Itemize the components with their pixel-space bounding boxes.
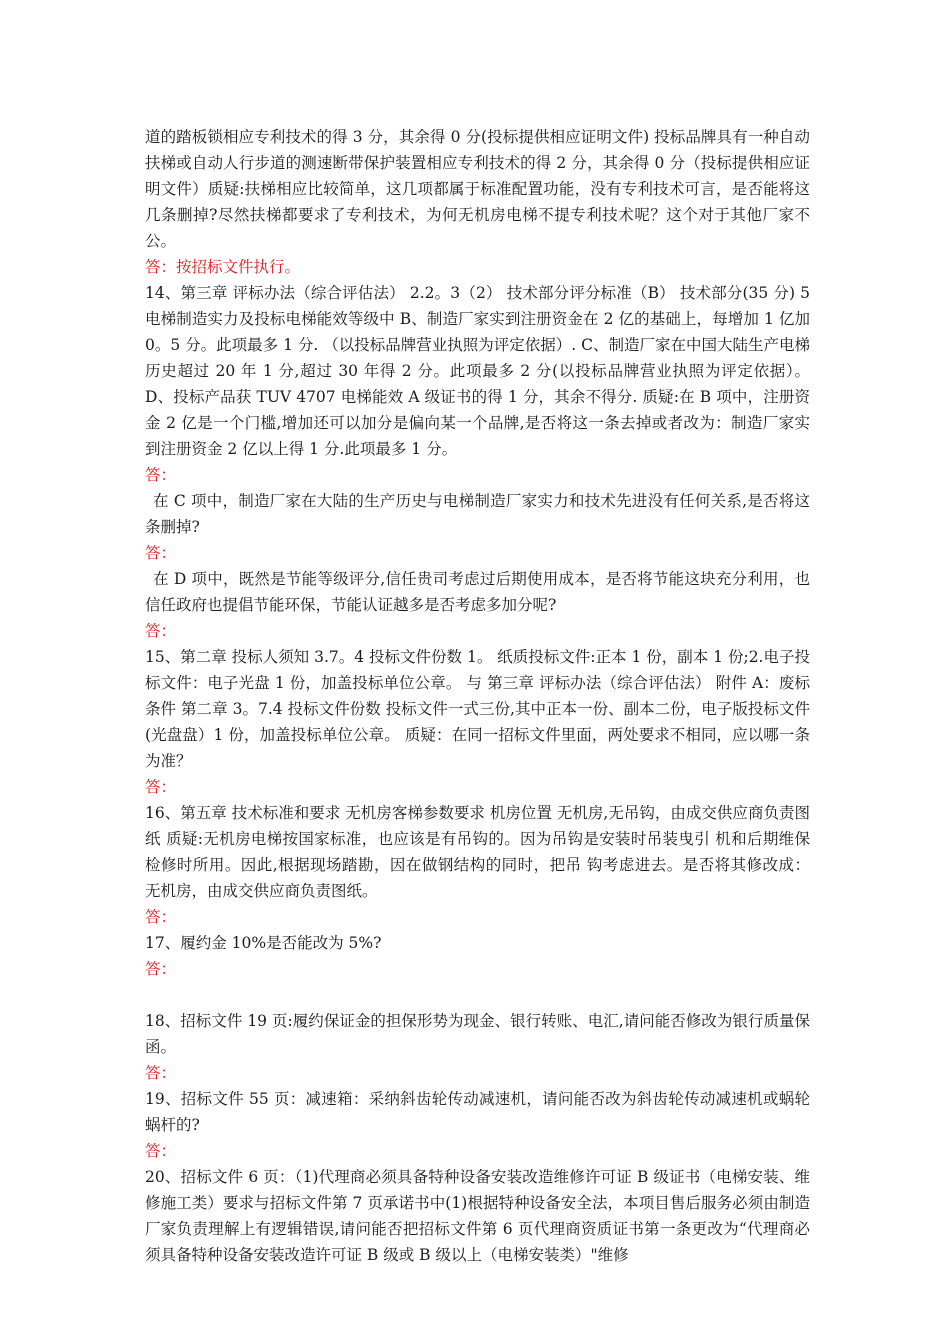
question-14-c: 在 C 项中，制造厂家在大陆的生产历史与电梯制造厂家实力和技术先进没有任何关系,是否将这条删掉? [145,492,810,536]
question-19: 19、招标文件 55 页：减速箱：采纳斜齿轮传动减速机，请问能否改为斜齿轮传动减速机或蜗轮蜗杆的? [145,1090,810,1134]
question-15: 15、第二章 投标人须知 3.7。4 投标文件份数 1。 纸质投标文件:正本 1 份，副本 1 份;2.电子投标文件：电子光盘 1 份，加盖投标单位公章。 与 第三章 评标办法（综合评估法） 附件 A：废标条件 第二章 3。7.4 投标文件份数 投标文件一式三份,其中正本一份、副本二份，电子版投标文件(光盘盘）1 份，加盖投标单位公章。 质疑：在同一招标文件里面，两处要求不相同，应以哪一条为准？ [145,648,810,770]
answer-14: 答： [145,466,177,484]
answer-18: 答： [145,1064,177,1082]
answer-14-c: 答： [145,544,177,562]
answer-13: 答：按招标文件执行。 [145,258,301,276]
answer-16: 答： [145,908,177,926]
answer-15: 答： [145,778,177,796]
question-14: 14、第三章 评标办法（综合评估法） 2.2。3（2） 技术部分评分标准（B） 技术部分(35 分) 5 电梯制造实力及投标电梯能效等级中 B、制造厂家实到注册资金在 2 亿的基础上，每增加 1 亿加 0。5 分。此项最多 1 分. （以投标品牌营业执照为评定依据）. C、制造厂家在中国大陆生产电梯历史超过 20 年 1 分,超过 30 年得 2 分。此项最多 2 分(以投标品牌营业执照为评定依据）。 D、投标产品获 TUV 4707 电梯能效 A 级证书的得 1 分，其余不得分. 质疑:在 B 项中，注册资金 2 亿是一个门槛,增加还可以加分是偏向某一个品牌,是否将这一条去掉或者改为：制造厂家实到注册资金 2 亿以上得 1 分.此项最多 1 分。 [145,284,810,458]
answer-19: 答： [145,1142,177,1160]
blank-line [145,982,810,1008]
document-body [145,124,810,1268]
paragraph-13-continued: 道的踏板锁相应专利技术的得 3 分，其余得 0 分(投标提供相应证明文件) 投标品牌具有一种自动扶梯或自动人行步道的测速断带保护装置相应专利技术的得 2 分，其余得 0 分（投标提供相应证明文件）质疑:扶梯相应比较简单，这几项都属于标准配置功能，没有专利技术可言，是否能将这几条删掉?尽然扶梯都要求了专利技术，为何无机房电梯不提专利技术呢？这个对于其他厂家不公。 [145,128,810,250]
question-18: 18、招标文件 19 页:履约保证金的担保形势为现金、银行转账、电汇,请问能否修改为银行质量保函。 [145,1012,810,1056]
question-20: 20、招标文件 6 页：（1)代理商必须具备特种设备安装改造维修许可证 B 级证书（电梯安装、维修施工类）要求与招标文件第 7 页承诺书中(1)根据特种设备安全法，本项目售后服务必须由制造厂家负责理解上有逻辑错误,请问能否把招标文件第 6 页代理商资质证书第一条更改为“代理商必须具备特种设备安装改造许可证 B 级或 B 级以上（电梯安装类）"维修 [145,1168,810,1264]
answer-14-d: 答： [145,622,177,640]
question-17: 17、履约金 10%是否能改为 5%? [145,934,382,952]
question-16: 16、第五章 技术标准和要求 无机房客梯参数要求 机房位置 无机房,无吊钩，由成交供应商负责图纸 质疑:无机房电梯按国家标准，也应该是有吊钩的。因为吊钩是安装时吊装曳引 机和后期维保检修时所用。因此,根据现场踏勘，因在做钢结构的同时，把吊 钩考虑进去。是否将其修改成： 无机房，由成交供应商负责图纸。 [145,804,810,900]
question-14-d: 在 D 项中，既然是节能等级评分,信任贵司考虑过后期使用成本，是否将节能这块充分利用，也信任政府也提倡节能环保，节能认证越多是否考虑多加分呢? [145,570,810,614]
answer-17: 答： [145,960,177,978]
